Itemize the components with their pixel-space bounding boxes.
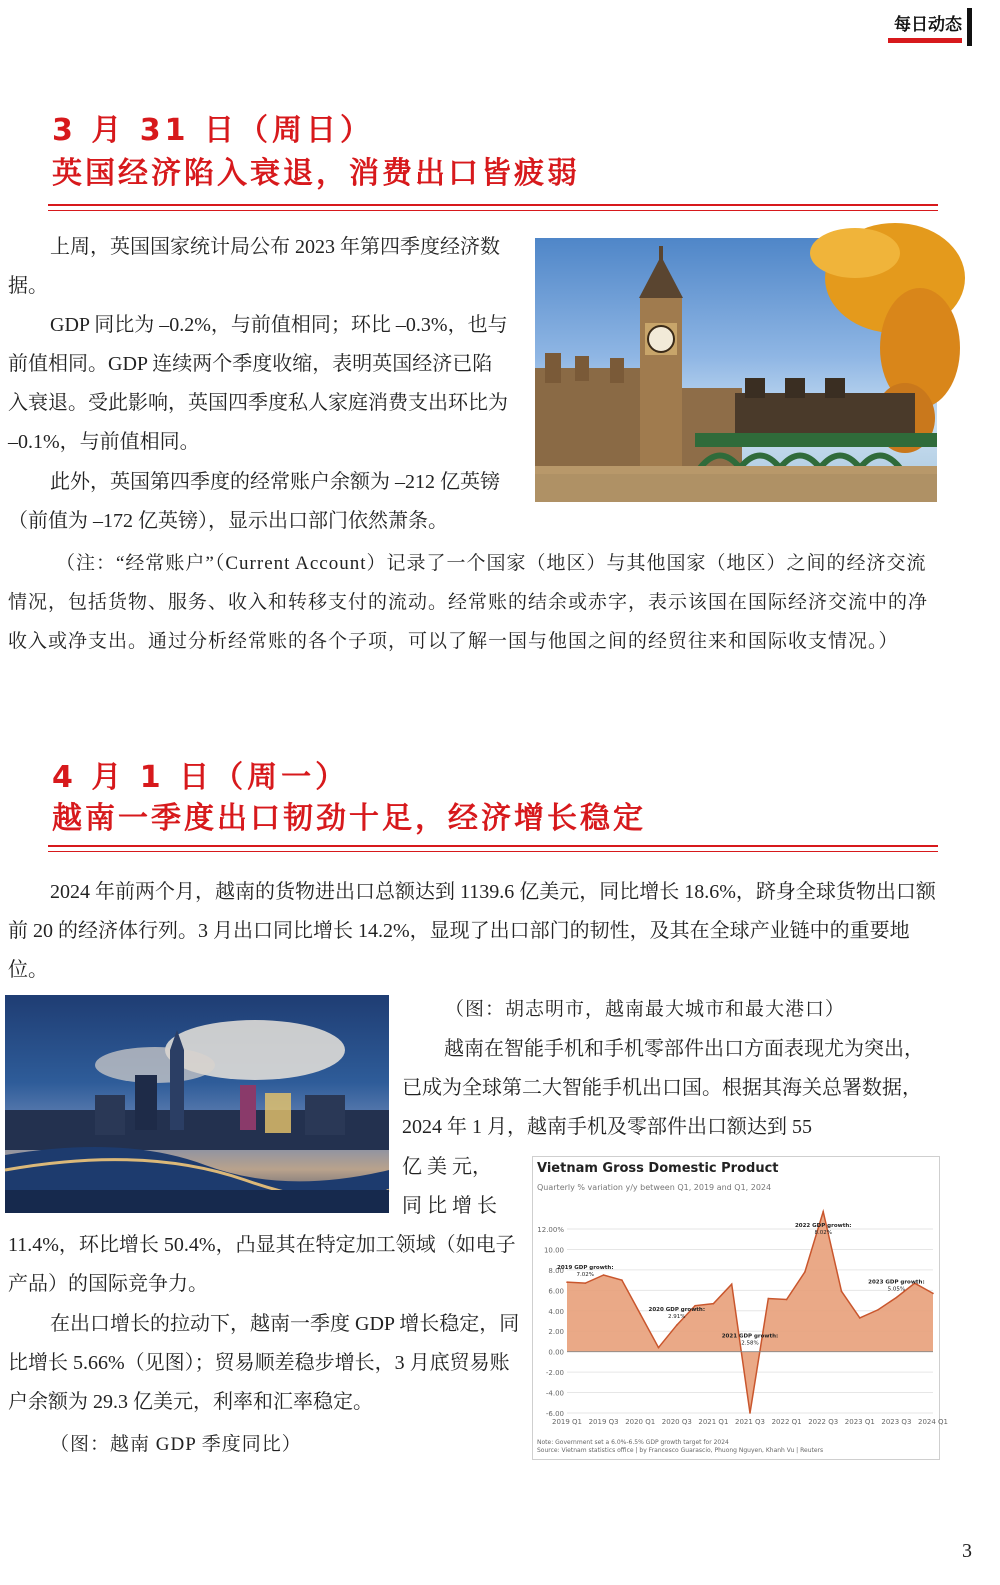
chart-annotation-value: 8.02% bbox=[814, 1230, 832, 1236]
chart-x-tick-label: 2022 Q1 bbox=[771, 1418, 802, 1426]
chart-data-point bbox=[932, 1293, 934, 1295]
section1-date: 3 月 31 日（周日） bbox=[52, 113, 374, 148]
section1-paragraph-1: 上周，英国国家统计局公布 2023 年第四季度经济数据。 bbox=[8, 236, 500, 297]
chart-note: Note: Government set a 6.0%-6.5% GDP growth target for 2024 bbox=[537, 1439, 729, 1446]
section2-paragraph-1: 2024 年前两个月，越南的货物进出口总额达到 1139.6 亿美元，同比增长 18.6%，跻身全球货物出口额前 20 的经济体行列。3 月出口同比增长 14.2%，显现了出口部门的韧性，及其在全球产业链中的重要地位。 bbox=[8, 881, 936, 981]
section2-paragraph-2-part-a: 越南在智能手机和手机零部件出口方面表现尤为突出，已成为全球第二大智能手机出口国。根据其海关总署数据，2024 年 1 月，越南手机及零部件出口额达到 55 bbox=[402, 1038, 924, 1138]
section2-date: 4 月 1 日（周一） bbox=[52, 760, 350, 795]
chart-data-point bbox=[731, 1283, 733, 1285]
big-ben-photo bbox=[535, 238, 937, 502]
chart-y-tick-label: 6.00 bbox=[548, 1287, 564, 1296]
chart-x-tick-label: 2020 Q3 bbox=[661, 1418, 692, 1426]
chart-data-point bbox=[658, 1347, 660, 1349]
chart-x-tick-label: 2020 Q1 bbox=[625, 1418, 656, 1426]
chart-source: Source: Vietnam statistics office | by Francesco Guarascio, Phuong Nguyen, Khanh Vu | Reuters bbox=[537, 1447, 824, 1454]
chart-y-tick-label: 10.00 bbox=[543, 1246, 564, 1255]
chart-data-point bbox=[585, 1282, 587, 1284]
chart-caption: （图：越南 GDP 季度同比） bbox=[50, 1434, 302, 1455]
chart-y-tick-label: 4.00 bbox=[548, 1307, 564, 1316]
chart-annotation-label: 2021 GDP growth: bbox=[721, 1333, 779, 1340]
section2-headline: 越南一季度出口韧劲十足，经济增长稳定 bbox=[52, 801, 646, 836]
chart-annotation-value: 2.91% bbox=[668, 1314, 686, 1321]
page-number: 3 bbox=[962, 1540, 972, 1562]
chart-title: Vietnam Gross Domestic Product bbox=[537, 1161, 779, 1176]
section1-rule-thin bbox=[48, 210, 938, 211]
chart-data-point bbox=[676, 1324, 678, 1326]
chart-y-tick-label: -2.00 bbox=[545, 1369, 564, 1378]
chart-data-point bbox=[822, 1211, 824, 1213]
city-skyline-illustration bbox=[5, 995, 389, 1213]
section2-rule-thin bbox=[48, 851, 938, 852]
chart-data-point bbox=[566, 1281, 568, 1283]
chart-data-point bbox=[621, 1279, 623, 1281]
chart-data-point bbox=[859, 1317, 861, 1319]
ho-chi-minh-city-photo bbox=[5, 995, 389, 1213]
section1-paragraph-3: 此外，英国第四季度的经常账户余额为 –212 亿英镑（前值为 –172 亿英镑），显示出口部门依然萧条。 bbox=[8, 471, 500, 532]
chart-x-tick-label: 2019 Q3 bbox=[588, 1418, 619, 1426]
section2-rule bbox=[48, 845, 938, 847]
section1-rule bbox=[48, 204, 938, 206]
section1-headline: 英国经济陷入衰退，消费出口皆疲弱 bbox=[52, 156, 580, 191]
chart-x-tick-label: 2022 Q3 bbox=[808, 1418, 839, 1426]
photo-caption: （图：胡志明市，越南最大城市和最大港口） bbox=[445, 999, 846, 1020]
gdp-chart bbox=[532, 1156, 949, 1460]
chart-data-point bbox=[896, 1297, 898, 1299]
section1-paragraph-2: GDP 同比为 –0.2%，与前值相同；环比 –0.3%，也与前值相同。GDP 连续两个季度收缩，表明英国经济已陷入衰退。受此影响，英国四季度私人家庭消费支出环比为 –0.1%，与前值相同。 bbox=[8, 314, 508, 453]
chart-annotation-value: 7.02% bbox=[576, 1272, 595, 1279]
chart-data-point bbox=[749, 1412, 751, 1414]
section2-paragraph-2-part-b: 亿 美 元， bbox=[402, 1156, 492, 1178]
chart-data-point bbox=[603, 1274, 605, 1276]
chart-x-tick-label: 2021 Q1 bbox=[698, 1418, 729, 1426]
chart-y-tick-label: 12.00% bbox=[537, 1226, 564, 1234]
chart-plot bbox=[533, 1157, 949, 1459]
chart-annotation-label: 2023 GDP growth: bbox=[868, 1279, 925, 1286]
chart-annotation-value: 5.05% bbox=[887, 1286, 906, 1293]
chart-annotation-label: 2022 GDP growth: bbox=[794, 1223, 852, 1229]
section-tag bbox=[894, 8, 972, 46]
big-ben-illustration bbox=[535, 238, 937, 502]
section-tag-underline bbox=[888, 38, 962, 43]
chart-annotation-label: 2020 GDP growth: bbox=[648, 1307, 706, 1314]
chart-x-tick-label: 2023 Q1 bbox=[844, 1418, 875, 1426]
chart-x-tick-label: 2024 Q1 bbox=[917, 1418, 949, 1426]
section2-paragraph-2-part-d: 11.4%，环比增长 50.4%，凸显其在特定加工领域（如电子产品）的国际竞争力。 bbox=[8, 1234, 516, 1295]
chart-y-tick-label: -4.00 bbox=[545, 1389, 564, 1398]
chart-y-tick-label: 8.00 bbox=[548, 1266, 564, 1275]
section-tag-bar bbox=[967, 8, 972, 46]
chart-y-tick-label: 0.00 bbox=[548, 1348, 564, 1357]
chart-annotation-label: 2019 GDP growth: bbox=[557, 1265, 614, 1272]
chart-data-point bbox=[877, 1309, 879, 1311]
section-tag-label: 每日动态 bbox=[894, 15, 962, 35]
chart-x-tick-label: 2019 Q1 bbox=[551, 1418, 583, 1426]
chart-subtitle: Quarterly % variation y/y between Q1, 2019 and Q1, 2024 bbox=[537, 1183, 772, 1192]
chart-data-point bbox=[786, 1299, 788, 1301]
section2-paragraph-2-part-c: 同 比 增 长 bbox=[402, 1195, 497, 1217]
chart-area bbox=[567, 1212, 933, 1413]
chart-data-point bbox=[768, 1298, 770, 1300]
chart-data-point bbox=[713, 1303, 715, 1305]
chart-y-tick-label: 2.00 bbox=[548, 1328, 564, 1337]
chart-y-tick-label: -6.00 bbox=[545, 1410, 564, 1418]
chart-data-point bbox=[841, 1291, 843, 1293]
chart-x-tick-label: 2023 Q3 bbox=[881, 1418, 912, 1426]
chart-x-tick-label: 2021 Q3 bbox=[734, 1418, 766, 1426]
section2-paragraph-3: 在出口增长的拉动下，越南一季度 GDP 增长稳定，同比增长 5.66%（见图）；贸易顺差稳步增长，3 月底贸易账户余额为 29.3 亿美元，利率和汇率稳定。 bbox=[8, 1313, 520, 1413]
section1-note: （注：“经常账户”（Current Account）记录了一个国家（地区）与其他国家（地区）之间的经济交流情况，包括货物、服务、收入和转移支付的流动。经常账的结余或赤字，表示该国在国际经济交流中的净收入或净支出。通过分析经常账的各个子项，可以了解一国与他国之间的经贸往来和国际收支情况。） bbox=[8, 553, 929, 652]
chart-annotation-value: 2.58% bbox=[741, 1340, 759, 1347]
chart-data-point bbox=[639, 1313, 641, 1315]
chart-data-point bbox=[804, 1271, 806, 1273]
